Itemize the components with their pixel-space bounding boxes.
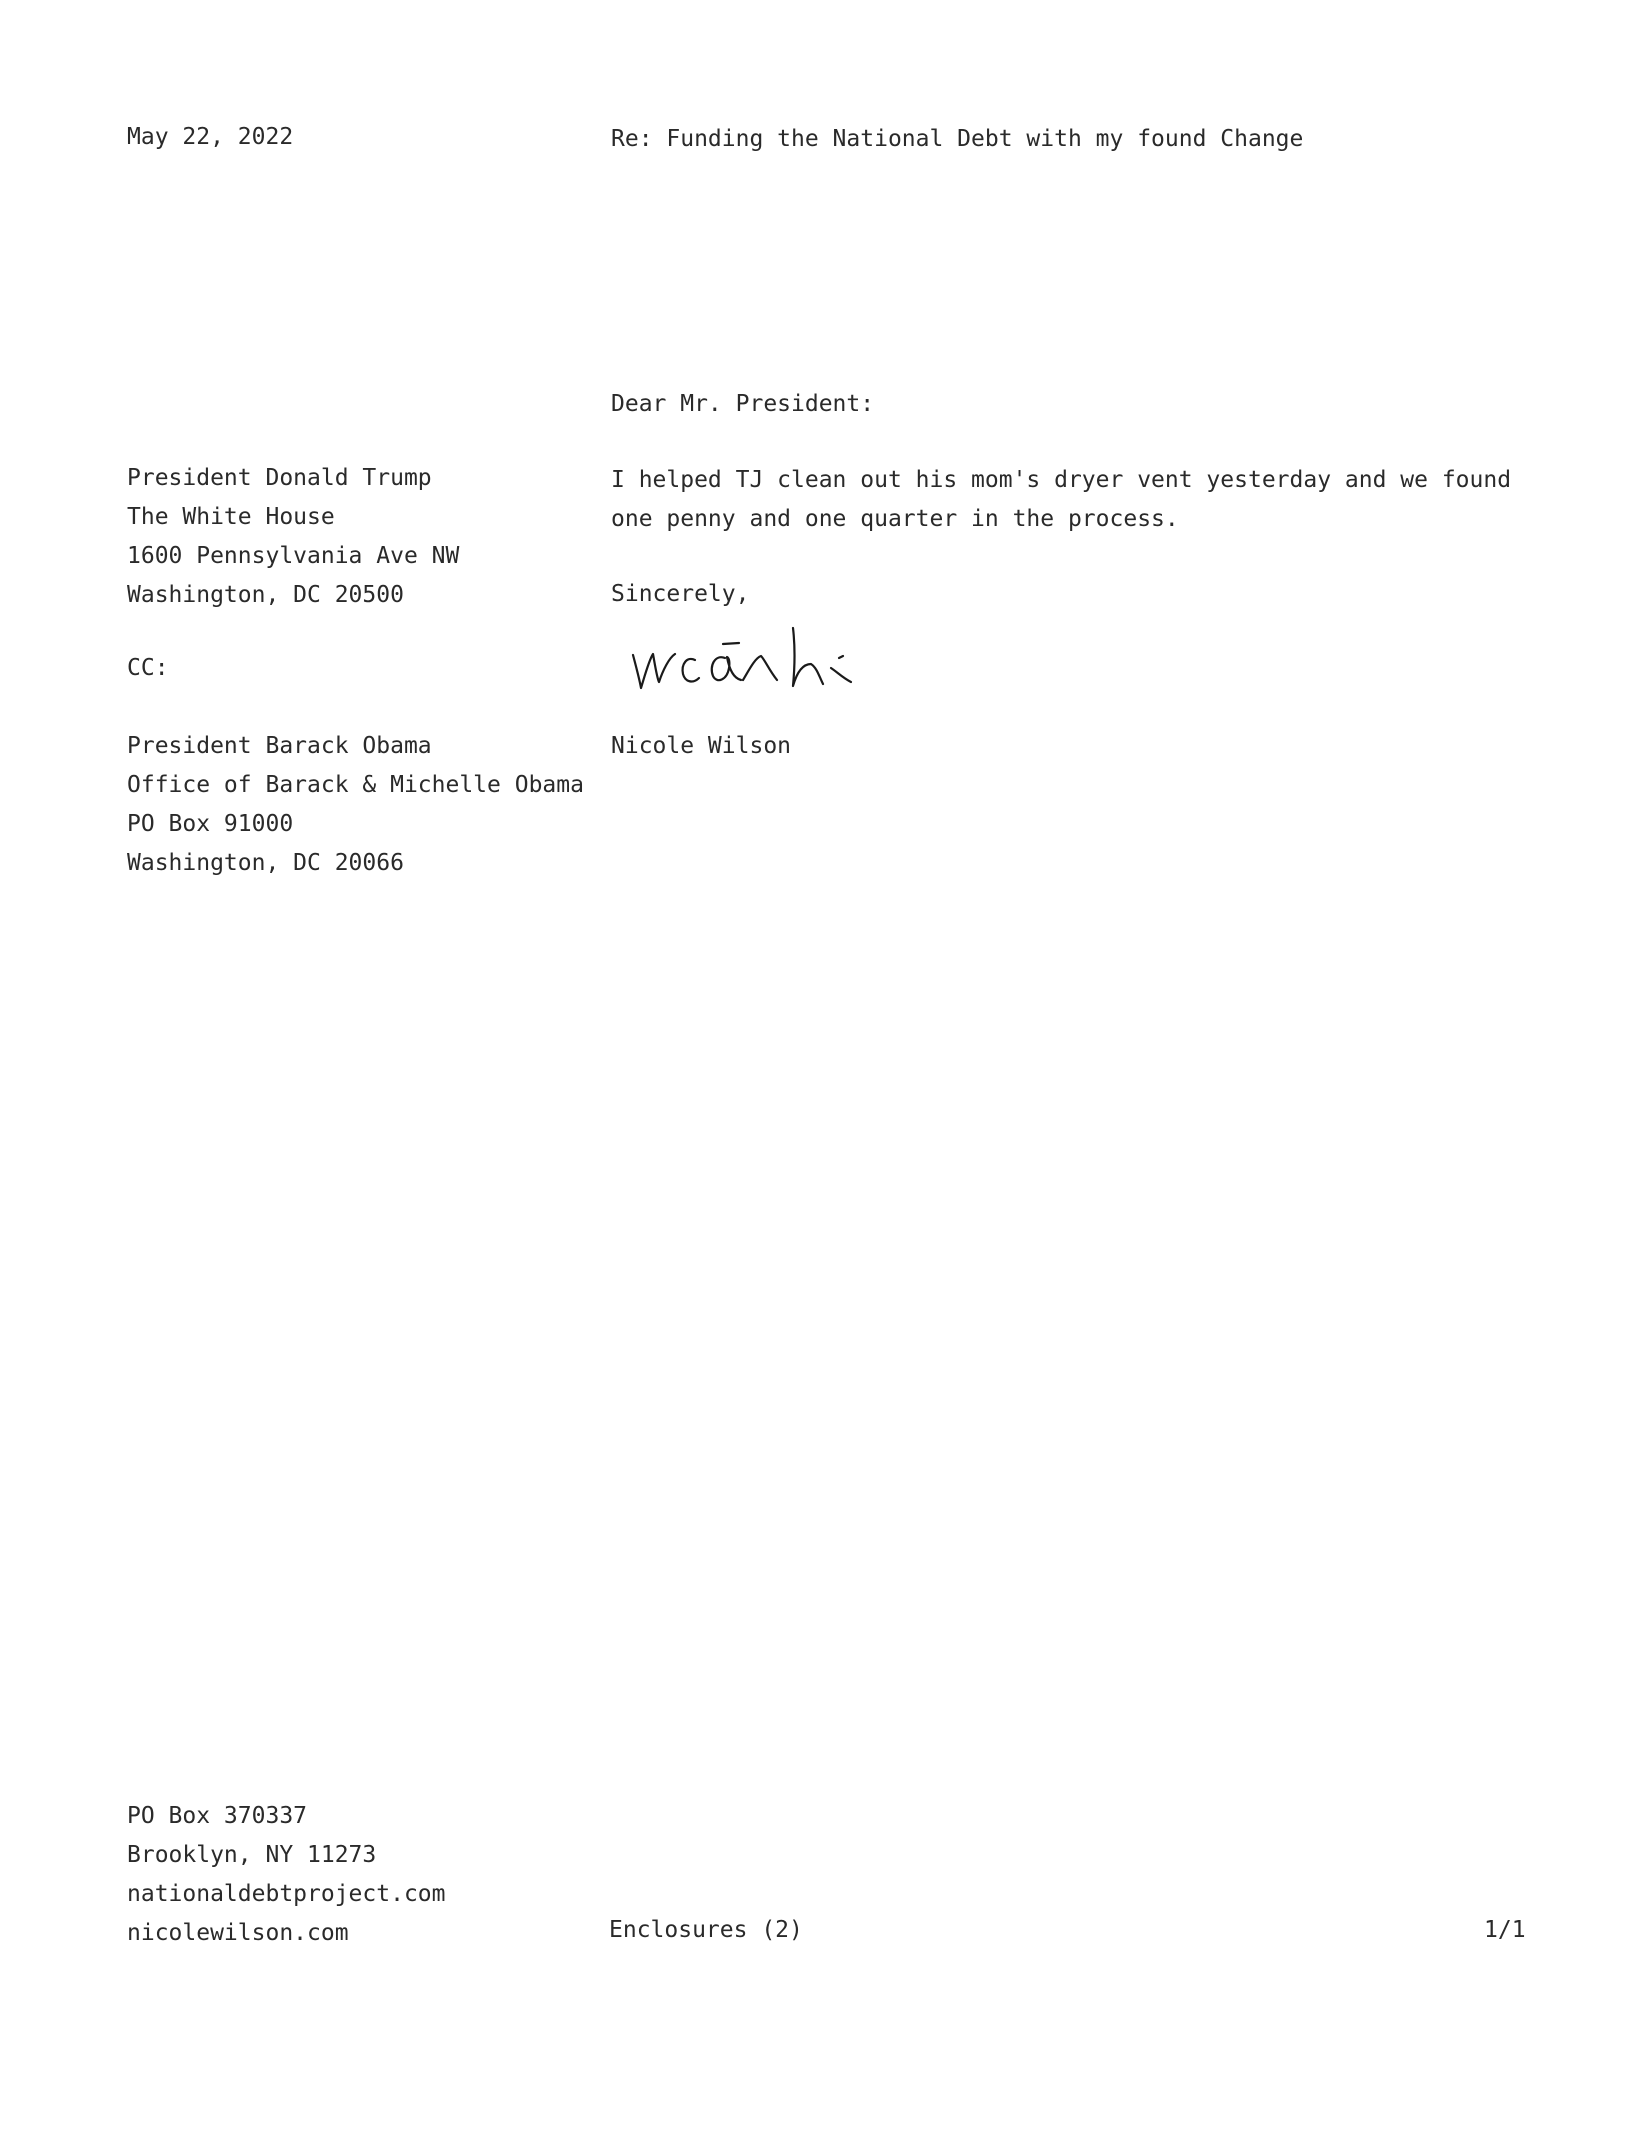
recipient-name: President Donald Trump (127, 465, 432, 491)
page-number: 1/1 (1484, 1917, 1526, 1943)
cc-recipient-name: President Barack Obama (127, 733, 432, 759)
cc-label: CC: (127, 655, 169, 681)
sender-contact (127, 1797, 446, 1953)
body-line: one penny and one quarter in the process. (611, 506, 1179, 532)
letter-body (611, 461, 1511, 539)
recipient-address (127, 459, 459, 615)
enclosures-note: Enclosures (2) (609, 1917, 803, 1943)
body-line: I helped TJ clean out his mom's dryer vent yesterday and we found (611, 467, 1512, 493)
salutation: Dear Mr. President: (611, 391, 875, 417)
sender-website: nationaldebtproject.com (127, 1881, 446, 1907)
cc-recipient-street: PO Box 91000 (127, 811, 294, 837)
recipient-city: Washington, DC 20500 (127, 582, 404, 608)
signer-name: Nicole Wilson (611, 733, 792, 759)
sender-po-box: PO Box 370337 (127, 1803, 308, 1829)
letter-date: May 22, 2022 (127, 124, 294, 150)
recipient-street: 1600 Pennsylvania Ave NW (127, 543, 460, 569)
letter-subject: Re: Funding the National Debt with my found Change (611, 126, 1304, 152)
sender-city: Brooklyn, NY 11273 (127, 1842, 377, 1868)
closing: Sincerely, (611, 581, 750, 607)
recipient-organization: The White House (127, 504, 335, 530)
sender-website: nicolewilson.com (127, 1920, 349, 1946)
handwritten-signature (625, 610, 965, 710)
cc-recipient-address (127, 727, 584, 883)
cc-recipient-city: Washington, DC 20066 (127, 850, 404, 876)
cc-recipient-organization: Office of Barack & Michelle Obama (127, 772, 584, 798)
